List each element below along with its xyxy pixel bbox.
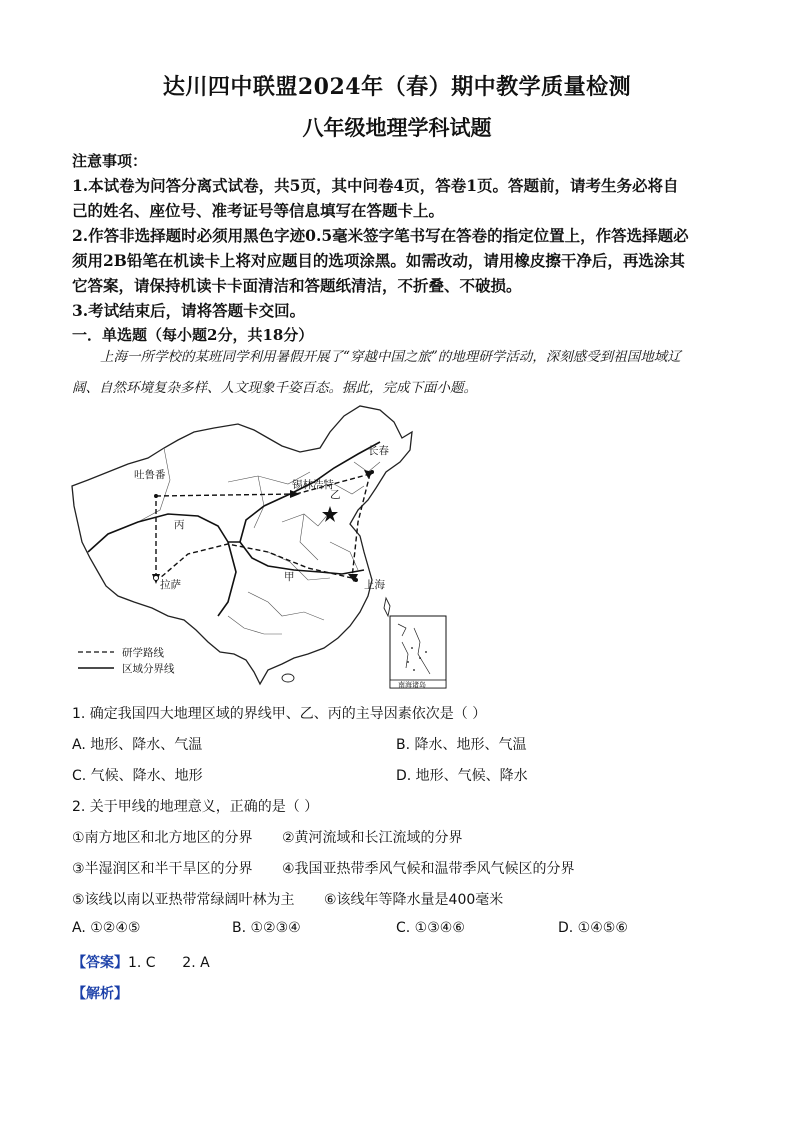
- question-2-statement-5: ⑤该线以南以亚热带常绿阔叶林为主: [72, 892, 295, 908]
- question-1-option-d[interactable]: D. 地形、气候、降水: [396, 768, 528, 784]
- answer-tag: 【答案】: [72, 955, 128, 971]
- inset-label: 南海诸岛: [398, 681, 426, 689]
- question-2-statement-6: ⑥该线年等降水量是400毫米: [324, 892, 504, 908]
- notice-heading: 注意事项：: [72, 152, 148, 170]
- analysis-tag: 【解析】: [72, 986, 128, 1002]
- section-heading: 一．单选题（每小题2分，共18分）: [72, 326, 314, 344]
- question-2-statement-4: ④我国亚热带季风气候和温带季风气候区的分界: [282, 861, 575, 877]
- label-changchun: 长春: [368, 445, 389, 457]
- answer-line: [72, 952, 210, 972]
- label-shanghai: 上海: [364, 579, 385, 591]
- shanghai-point: [354, 578, 358, 582]
- question-2-statement-3: ③半湿润区和半干旱区的分界: [72, 861, 253, 877]
- question-1-option-b[interactable]: B. 降水、地形、气温: [396, 737, 527, 753]
- question-2-stem: 2. 关于甲线的地理意义，正确的是（ ）: [72, 799, 319, 815]
- label-lhasa: 拉萨: [160, 579, 181, 591]
- question-2-option-b[interactable]: B. ①②③④: [232, 920, 301, 936]
- notice-line-5: 它答案，请保持机读卡卡面清洁和答题纸清洁，不折叠、不破损。: [72, 276, 522, 295]
- question-1-option-c[interactable]: C. 气候、降水、地形: [72, 768, 203, 784]
- exam-subtitle: 八年级地理学科试题: [302, 115, 492, 140]
- changchun-point: [370, 470, 374, 474]
- notice-line-2: 己的姓名、座位号、准考证号等信息填写在答题卡上。: [72, 201, 445, 220]
- legend-route-label: 研学路线: [122, 647, 164, 659]
- lhasa-point: [154, 576, 159, 581]
- label-bing: 丙: [174, 519, 185, 531]
- question-2-statement-2: ②黄河流域和长江流域的分界: [282, 830, 463, 846]
- label-turpan: 吐鲁番: [134, 469, 166, 481]
- label-jia: 甲: [284, 571, 295, 583]
- question-2-option-a[interactable]: A. ①②④⑤: [72, 920, 141, 936]
- question-2-statement-1: ①南方地区和北方地区的分界: [72, 830, 253, 846]
- label-yi: 乙: [330, 489, 341, 501]
- passage-line-2: 阔、自然环境复杂多样、人文现象千姿百态。据此，完成下面小题。: [72, 380, 477, 396]
- notice-line-3: 2.作答非选择题时必须用黑色字迹0.5毫米签字笔书写在答卷的指定位置上，作答选择题必: [72, 226, 689, 245]
- taiwan-island: [384, 598, 390, 616]
- answer-text: 1. C 2. A: [128, 955, 210, 971]
- question-2-option-d[interactable]: D. ①④⑤⑥: [558, 920, 628, 936]
- passage-line-1: 上海一所学校的某班同学利用暑假开展了“穿越中国之旅”的地理研学活动，深刻感受到祖国地域辽: [100, 349, 681, 365]
- label-xilinhot: 锡林浩特: [292, 479, 334, 491]
- analysis-line: [72, 983, 128, 1003]
- china-route-map: [68, 402, 460, 694]
- notice-line-1: 1.本试卷为问答分离式试卷，共5页，其中问卷4页，答卷1页。答题前，请考生务必将自: [72, 176, 679, 195]
- question-1-option-a[interactable]: A. 地形、降水、气温: [72, 737, 203, 753]
- turpan-point: [154, 494, 158, 498]
- question-2-option-c[interactable]: C. ①③④⑥: [396, 920, 465, 936]
- notice-line-4: 须用2B铅笔在机读卡上将对应题目的选项涂黑。如需改动，请用橡皮擦干净后，再选涂其: [72, 251, 685, 270]
- question-1-stem: 1. 确定我国四大地理区域的界线甲、乙、丙的主导因素依次是（ ）: [72, 706, 487, 722]
- hainan-island: [282, 674, 294, 682]
- legend-boundary-label: 区域分界线: [122, 663, 175, 675]
- exam-title: 达川四中联盟2024年（春）期中教学质量检测: [162, 74, 632, 100]
- notice-line-6: 3.考试结束后，请将答题卡交回。: [72, 301, 306, 320]
